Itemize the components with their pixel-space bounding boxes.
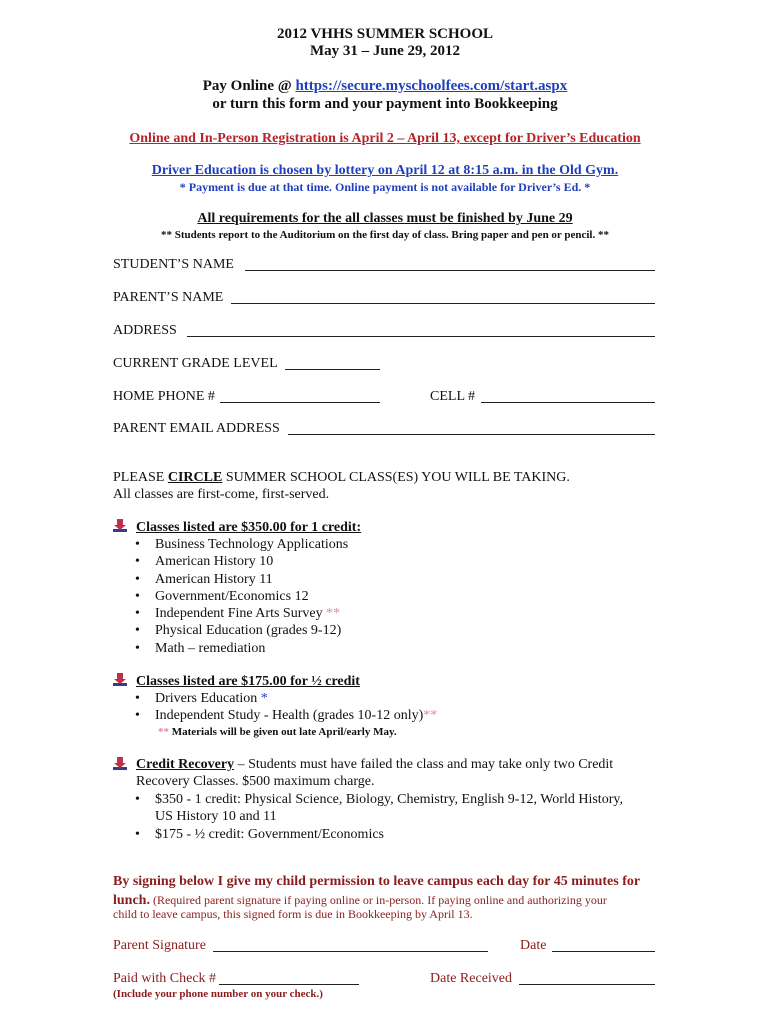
arrow-bullet-icon [113,519,127,533]
parent-signature-label: Parent Signature [113,938,206,953]
address-field[interactable] [187,336,655,337]
arrow-bullet-icon [113,757,127,771]
materials-note-text: Materials will be given out late April/early May. [169,726,397,738]
class-item[interactable]: • Independent Fine Arts Survey ** [133,605,348,622]
pay-online-link[interactable]: https://secure.myschoolfees.com/start.aspx [295,78,568,94]
home-phone-label: HOME PHONE # [113,389,215,404]
class-item[interactable]: • Government/Economics 12 [133,588,348,605]
first-come-note: All classes are first-come, first-served. [113,487,330,502]
circle-post: SUMMER SCHOOL CLASS(ES) YOU WILL BE TAKING. [222,470,570,485]
consent-bold-line2: lunch. [113,893,150,908]
credit-recovery-item[interactable]: • $350 - 1 credit: Physical Science, Biology, Chemistry, English 9-12, World History, [133,791,623,808]
requirements-notice: All requirements for the all classes must be finished by June 29 [197,211,573,226]
class-item[interactable]: • Physical Education (grades 9-12) [133,622,348,639]
parent-name-label: PARENT’S NAME [113,290,224,305]
registration-notice: Online and In-Person Registration is April 2 – April 13, except for Driver’s Education [129,131,641,146]
date-label: Date [520,938,547,953]
drivers-payment-notice: * Payment is due at that time. Online payment is not available for Driver’s Ed. * [179,180,591,194]
parent-email-field[interactable] [288,434,655,435]
class-item[interactable]: • Math – remediation [133,640,348,657]
credit-recovery-list [133,791,623,843]
class-item[interactable]: • Independent Study - Health (grades 10-12 only)** [133,707,437,724]
student-name-label: STUDENT’S NAME [113,257,234,272]
cell-label: CELL # [430,389,475,404]
student-name-field[interactable] [245,270,655,271]
credit-recovery-desc [136,757,613,773]
circle-pre: PLEASE [113,470,168,485]
materials-note [158,726,397,738]
class-item[interactable]: • American History 11 [133,571,348,588]
consent-normal-line1: (Required parent signature if paying online or in-person. If paying online and authorizing your [149,893,607,907]
section2-class-list [133,690,437,725]
pay-online-line [0,78,770,95]
consent-normal-line2: child to leave campus, this signed form is due in Bookkeeping by April 13. [113,907,473,921]
consent-bold-line1: By signing below I give my child permission to leave campus each day for 45 minutes for [113,874,641,889]
circle-instruction [113,470,570,486]
class-item[interactable]: • Business Technology Applications [133,536,348,553]
home-phone-field[interactable] [220,402,380,403]
paid-with-check-label: Paid with Check # [113,971,217,986]
parent-email-label: PARENT EMAIL ADDRESS [113,421,280,436]
section1-class-list [133,536,348,657]
pay-online-prefix: Pay Online @ [202,78,296,94]
section2-heading: Classes listed are $175.00 for ½ credit [136,674,360,689]
credit-recovery-item-continued: US History 10 and 11 [155,809,277,825]
check-number-field[interactable] [219,984,359,985]
date-received-label: Date Received [430,971,513,986]
class-item[interactable]: • Drivers Education * [133,690,437,707]
parent-signature-field[interactable] [213,951,488,952]
class-item[interactable]: • American History 10 [133,553,348,570]
credit-recovery-desc-line2: Recovery Classes. $500 maximum charge. [136,774,375,789]
grade-level-field[interactable] [285,369,380,370]
parent-name-field[interactable] [231,303,655,304]
credit-recovery-heading: Credit Recovery [136,757,235,772]
or-turn-in-line: or turn this form and your payment into Bookkeeping [212,96,558,112]
phone-on-check-note: (Include your phone number on your check.) [113,988,323,1000]
report-notice: ** Students report to the Auditorium on the first day of class. Bring paper and pen or pencil. ** [161,229,609,241]
date-received-field[interactable] [519,984,655,985]
materials-note-mark: ** [158,726,169,738]
grade-level-label: CURRENT GRADE LEVEL [113,356,278,371]
credit-recovery-desc-line1: – Students must have failed the class and may take only two Credit [234,757,614,772]
date-field[interactable] [552,951,655,952]
arrow-bullet-icon [113,673,127,687]
cell-field[interactable] [481,402,655,403]
section1-heading: Classes listed are $350.00 for 1 credit: [136,520,362,535]
address-label: ADDRESS [113,323,177,338]
form-dates: May 31 – June 29, 2012 [310,43,460,59]
drivers-lottery-notice: Driver Education is chosen by lottery on April 12 at 8:15 a.m. in the Old Gym. [151,163,619,178]
form-title: 2012 VHHS SUMMER SCHOOL [277,26,493,42]
credit-recovery-item[interactable]: • $175 - ½ credit: Government/Economics [133,826,623,843]
circle-word: CIRCLE [167,470,223,485]
